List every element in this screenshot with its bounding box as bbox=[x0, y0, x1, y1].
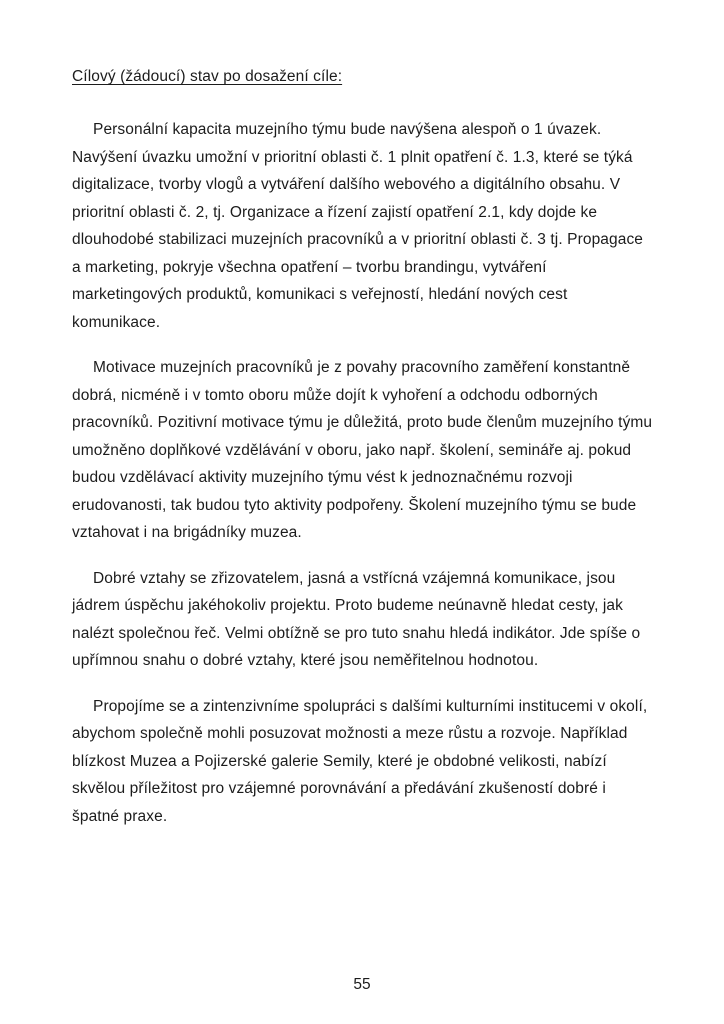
page-number: 55 bbox=[353, 976, 371, 993]
paragraph-cooperation: Propojíme se a zintenzivníme spolupráci s dalšími kulturními institucemi v okolí, abychom společně mohli posuzovat možnosti a meze růstu a rozvoje. Například blízkost Muzea a Pojizerské galerie Semily, které je obdobné velikosti, nabízí skvělou příležitost pro vzájemné porovnávání a předávání zkušeností dobré i špatné praxe. bbox=[72, 697, 648, 825]
paragraph-personnel-capacity: Personální kapacita muzejního týmu bude navýšena alespoň o 1 úvazek. Navýšení úvazku umožní v prioritní oblasti č. 1 plnit opatření č. 1.3, které se týká digitalizace, tvorby vlogů a vytváření dalšího webového a digitálního obsahu. V prioritní oblasti č. 2, tj. Organizace a řízení zajistí opatření 2.1, kdy dojde ke dlouhodobé stabilizaci muzejních pracovníků a v prioritní oblasti č. 3 tj. Propagace a marketing, pokryje všechna opatření – tvorbu brandingu, vytváření marketingových produktů, komunikaci s veřejností, hledání nových cest komunikace. bbox=[72, 121, 644, 331]
document-body bbox=[72, 116, 654, 830]
paragraph-relations: Dobré vztahy se zřizovatelem, jasná a vstřícná vzájemná komunikace, jsou jádrem úspěchu jakéhokoliv projektu. Proto budeme neúnavně hledat cesty, jak nalézt společnou řeč. Velmi obtížně se pro tuto snahu hledá indikátor. Jde spíše o upřímnou snahu o dobré vztahy, které jsou neměřitelnou hodnotou. bbox=[72, 569, 641, 669]
document-heading: Cílový (žádoucí) stav po dosažení cíle: bbox=[72, 68, 343, 85]
paragraph-motivation: Motivace muzejních pracovníků je z povahy pracovního zaměření konstantně dobrá, nicméně i v tomto oboru může dojít k vyhoření a odchodu odborných pracovníků. Pozitivní motivace týmu je důležitá, proto bude členům muzejního týmu umožněno doplňkové vzdělávání v oboru, jako např. školení, semináře aj. pokud budou vzdělávací aktivity muzejního týmu vést k jednoznačnému rozvoji erudovanosti, tak budou tyto aktivity podpořeny. Školení muzejního týmu se bude vztahovat i na brigádníky muzea. bbox=[72, 359, 653, 541]
